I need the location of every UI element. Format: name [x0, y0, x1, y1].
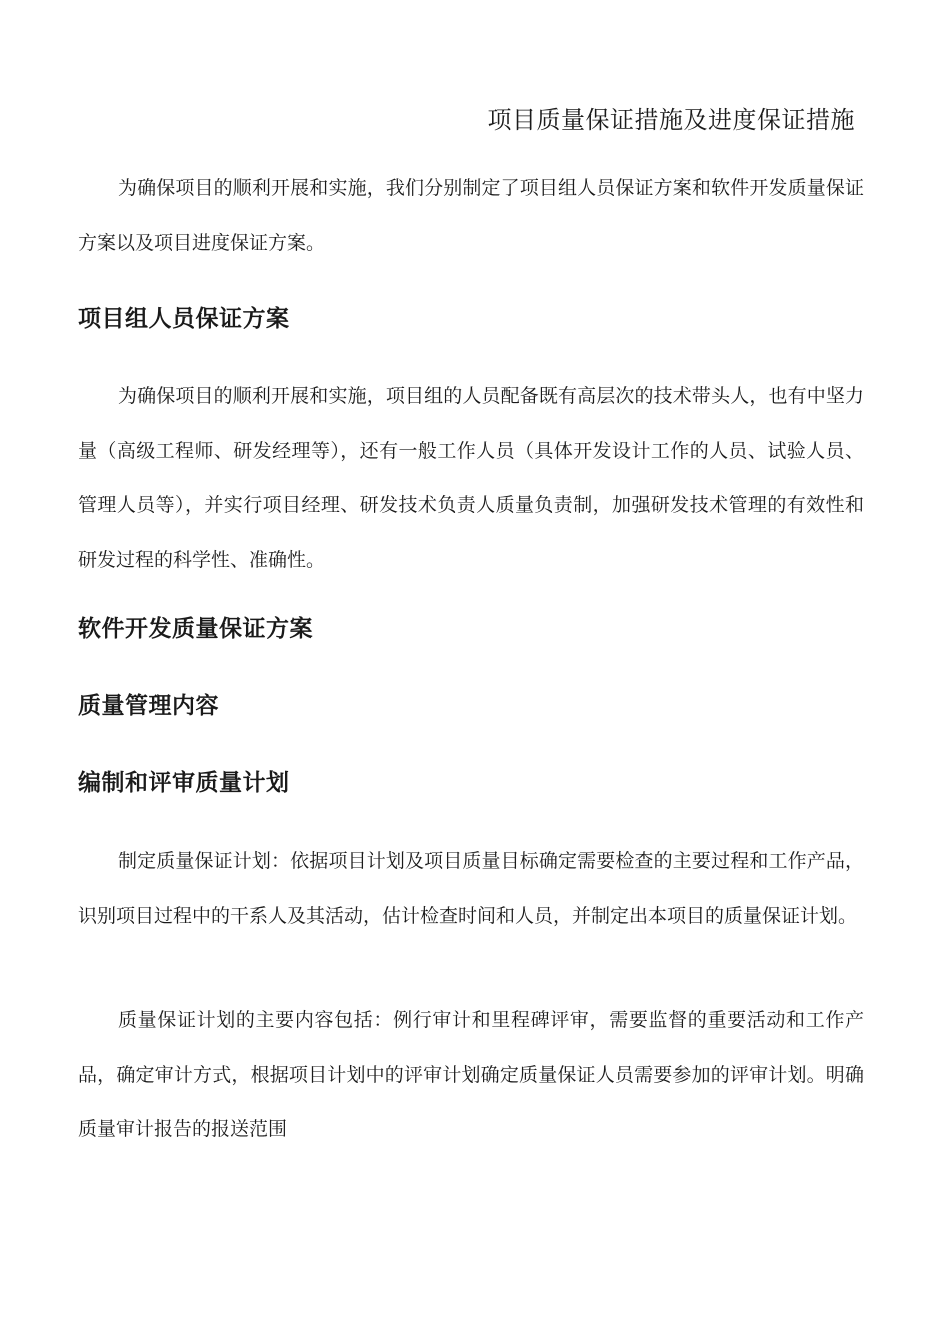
personnel-paragraph: 为确保项目的顺利开展和实施，项目组的人员配备既有高层次的技术带头人，也有中坚力量（高级工程师、研发经理等），还有一般工作人员（具体开发设计工作的人员、试验人员、管理人员等），并实行项目经理、研发技术负责人质量负责制，加强研发技术管理的有效性和研发过程的科学性、准确性。 [78, 385, 864, 571]
section-heading-personnel: 项目组人员保证方案 [78, 305, 290, 332]
quality-plan-paragraph: 制定质量保证计划：依据项目计划及项目质量目标确定需要检查的主要过程和工作产品，识别项目过程中的干系人及其活动，估计检查时间和人员，并制定出本项目的质量保证计划。 [78, 850, 864, 927]
quality-plan-content-paragraph: 质量保证计划的主要内容包括：例行审计和里程碑评审，需要监督的重要活动和工作产品，确定审计方式，根据项目计划中的评审计划确定质量保证人员需要参加的评审计划。明确质量审计报告的报送范围 [78, 1009, 864, 1140]
intro-paragraph: 为确保项目的顺利开展和实施，我们分别制定了项目组人员保证方案和软件开发质量保证方案以及项目进度保证方案。 [78, 177, 864, 254]
section-heading-software-quality: 软件开发质量保证方案 [78, 615, 313, 642]
subheading-quality-management: 质量管理内容 [78, 692, 219, 719]
document-title: 项目质量保证措施及进度保证措施 [487, 106, 855, 134]
subheading-quality-plan: 编制和评审质量计划 [78, 769, 290, 796]
